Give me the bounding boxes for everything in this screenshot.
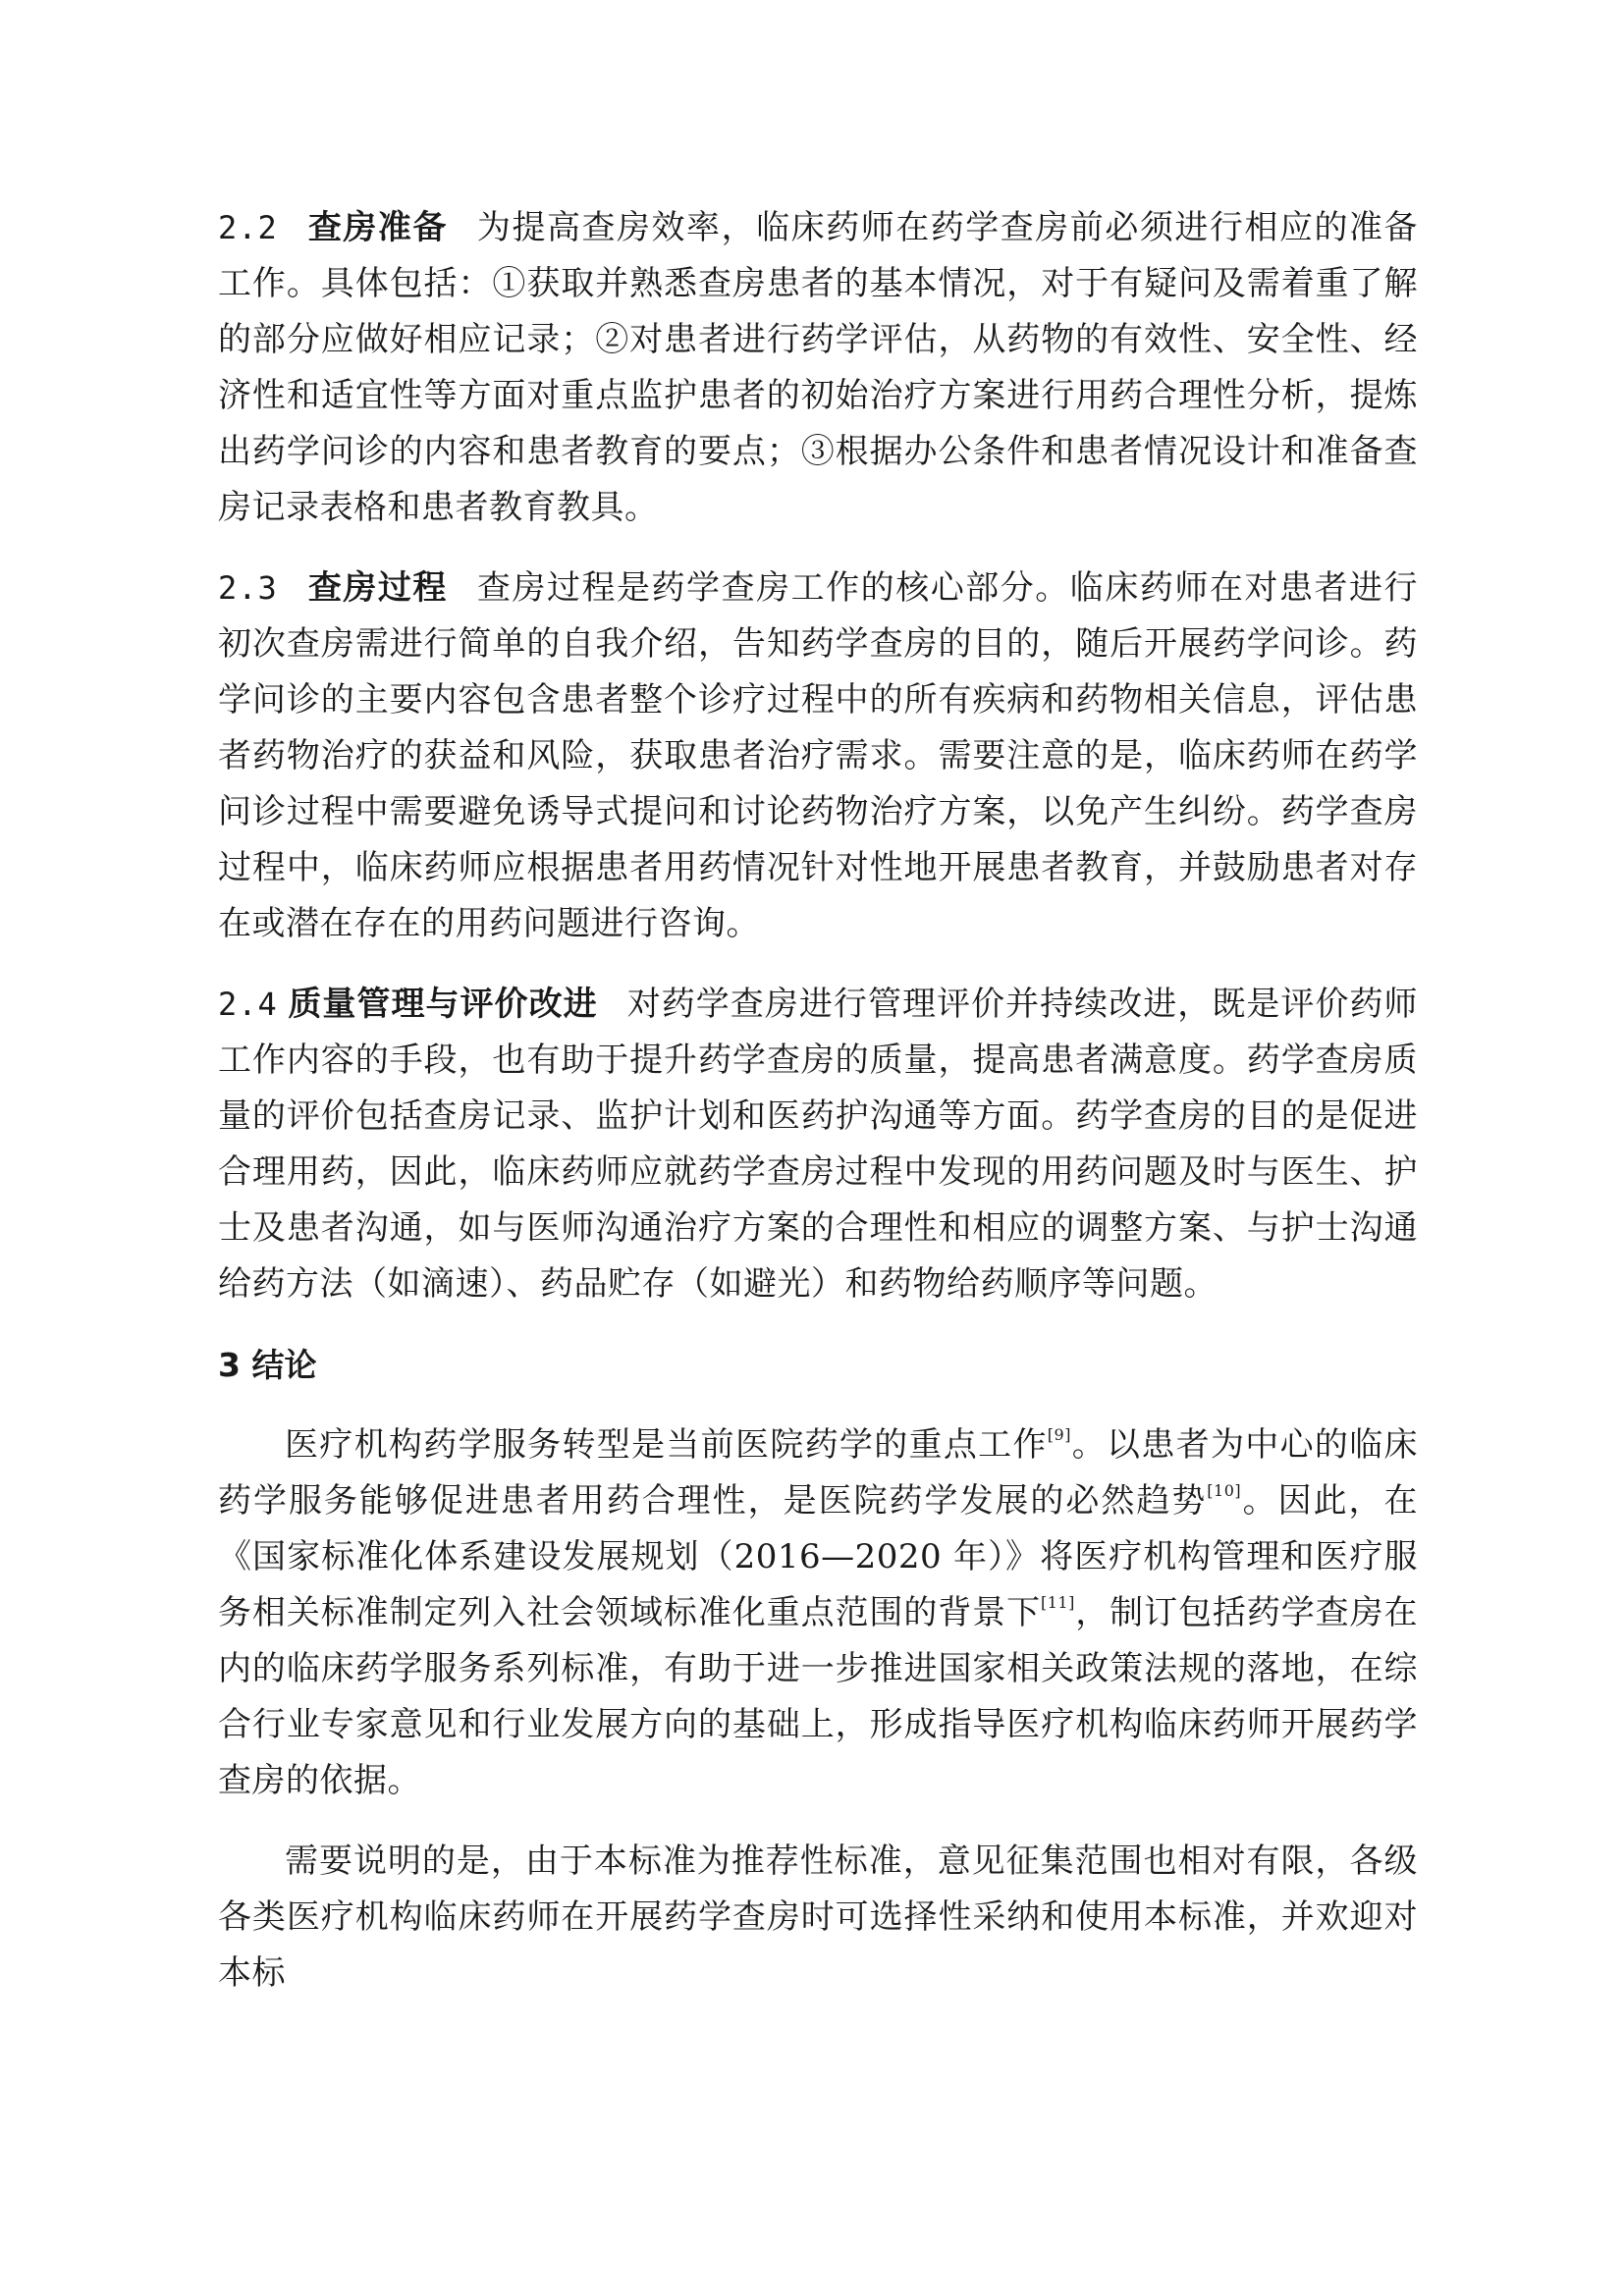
section-2-3-title: 查房过程	[306, 568, 448, 608]
conclusion-text: 。因此，在《国家标准化体系建设发展规划（2016—2020 年）》将医疗机构管理和医疗服务相关标准制定列入社会领域标准化重点范围的背景下	[218, 1481, 1419, 1632]
document-page	[218, 200, 1418, 2026]
conclusion-text: 医疗机构药学服务转型是当前医院药学的重点工作	[285, 1425, 1048, 1465]
section-2-3-paragraph	[218, 561, 1418, 952]
conclusion-text: 。以患者为中心的临床药学服务能够促进患者用药合理性，是医院药学发展的必然趋势	[218, 1425, 1419, 1521]
citation-11: [11]	[1041, 1593, 1075, 1612]
section-2-4-title: 质量管理与评价改进	[287, 985, 598, 1024]
section-2-3-body: 查房过程是药学查房工作的核心部分。临床药师在对患者进行初次查房需进行简单的自我介绍，告知药学查房的目的，随后开展药学问诊。药学问诊的主要内容包含患者整个诊疗过程中的所有疾病和药物相关信息，评估患者药物治疗的获益和风险，获取患者治疗需求。需要注意的是，临床药师在药学问诊过程中需要避免诱导式提问和讨论药物治疗方案，以免产生纠纷。药学查房过程中，临床药师应根据患者用药情况针对性地开展患者教育，并鼓励患者对存在或潜在存在的用药问题进行咨询。	[218, 568, 1419, 943]
conclusion-heading: 3 结论	[218, 1346, 317, 1384]
citation-9: [9]	[1047, 1425, 1071, 1444]
conclusion-paragraph-1	[218, 1417, 1418, 1809]
section-2-2-body: 为提高查房效率，临床药师在药学查房前必须进行相应的准备工作。具体包括：①获取并熟悉查房患者的基本情况，对于有疑问及需着重了解的部分应做好相应记录；②对患者进行药学评估，从药物的有效性、安全性、经济性和适宜性等方面对重点监护患者的初始治疗方案进行用药合理性分析，提炼出药学问诊的内容和患者教育的要点；③根据办公条件和患者情况设计和准备查房记录表格和患者教育教具。	[218, 208, 1419, 527]
section-2-3-number: 2.3	[218, 569, 278, 607]
section-2-4-paragraph	[218, 977, 1418, 1312]
section-2-2-title: 查房准备	[306, 208, 448, 247]
conclusion-paragraph-2: 需要说明的是，由于本标准为推荐性标准，意见征集范围也相对有限，各级各类医疗机构临床药师在开展药学查房时可选择性采纳和使用本标准，并欢迎对本标	[218, 1842, 1418, 1993]
section-2-2-number: 2.2	[218, 209, 278, 246]
section-2-4-number: 2.4	[218, 986, 278, 1023]
section-2-4-body: 对药学查房进行管理评价并持续改进，既是评价药师工作内容的手段，也有助于提升药学查房的质量，提高患者满意度。药学查房质量的评价包括查房记录、监护计划和医药护沟通等方面。药学查房的目的是促进合理用药，因此，临床药师应就药学查房过程中发现的用药问题及时与医生、护士及患者沟通，如与医师沟通治疗方案的合理性和相应的调整方案、与护士沟通给药方法（如滴速）、药品贮存（如避光）和药物给药顺序等问题。	[218, 985, 1419, 1304]
conclusion-text: ，制订包括药学查房在内的临床药学服务系列标准，有助于进一步推进国家相关政策法规的落地，在综合行业专家意见和行业发展方向的基础上，形成指导医疗机构临床药师开展药学查房的依据。	[218, 1593, 1419, 1800]
section-2-2-paragraph	[218, 200, 1418, 536]
citation-10: [10]	[1207, 1481, 1242, 1500]
